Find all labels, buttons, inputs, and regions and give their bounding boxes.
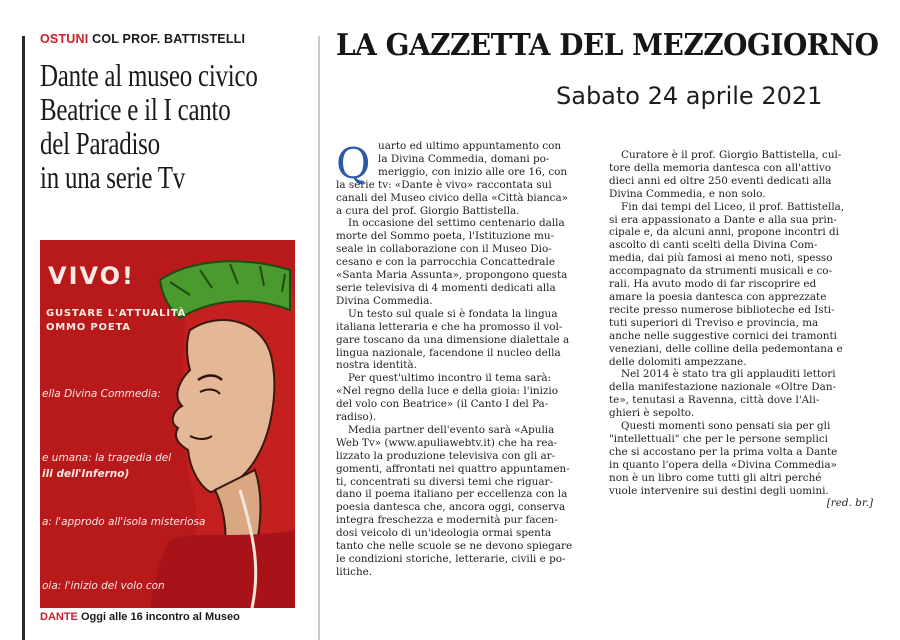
body-text-line: seale in collaborazione con il Museo Dio-: [336, 243, 552, 256]
column-divider: [318, 36, 320, 640]
headline-line: Beatrice e il I canto: [40, 91, 231, 127]
body-text-line: uarto ed ultimo appuntamento con: [378, 140, 562, 152]
article-headline: [40, 57, 258, 195]
body-text-line: gomenti, affrontati nei quattro appuntamen-: [336, 462, 570, 475]
image-caption: [40, 611, 240, 623]
body-text-line: delle dolomiti ampezzane.: [609, 355, 747, 368]
body-text-line: vuole intervenire sui destini degli uomini.: [609, 484, 829, 497]
poster-subtitle: OMMO POETA: [46, 322, 131, 333]
headline-line: in una serie Tv: [40, 159, 186, 195]
body-text-line: non è un libro come tutti gli altri perché: [609, 471, 822, 484]
body-text-line: della manifestazione nazionale «Oltre Dan-: [609, 381, 837, 394]
body-text-line: Divina Commedia, e non solo.: [609, 187, 766, 200]
body-text-line: amare la poesia dantesca con apprezzate: [609, 290, 827, 303]
body-text-line: dosi veicolo di un'ideologia ormai spenta: [336, 527, 552, 540]
body-text-line: meriggio, con inizio alle ore 16, con: [378, 165, 568, 178]
body-text-line: rali. Ha avuto modo di far riscoprire ed: [609, 278, 817, 291]
body-text-line: Questi momenti sono pensati sia per gli: [621, 420, 831, 433]
body-text-line: dano il poema italiano per eccellenza con la: [336, 488, 568, 501]
poster-episode-line: e umana: la tragedia del: [42, 452, 172, 464]
body-text-line: Curatore è il prof. Giorgio Battistella, cul-: [621, 149, 842, 161]
body-text-line: "intellettuali" che per le persone semplici: [609, 432, 828, 445]
body-text-line: integra freschezza e modernità pur facen-: [336, 514, 558, 527]
body-text-line: tanto che nelle scuole se ne devono spiegare: [336, 540, 573, 553]
body-text-line: tore della memoria dantesca con all'attivo: [609, 161, 831, 174]
drop-cap: Q: [336, 139, 371, 188]
body-text-line: lingua nazionale, facendone il nucleo della: [336, 346, 561, 359]
body-text-line: accompagnato da strumenti musicali e co-: [609, 265, 833, 278]
body-text-line: in quanto l'opera della «Divina Commedia»: [609, 458, 837, 471]
body-text-line: le condizioni storiche, letterarie, civili e po-: [336, 553, 566, 565]
poster-episode-line: a: l'approdo all'isola misteriosa: [42, 516, 206, 528]
kicker-location: OSTUNI: [40, 32, 89, 46]
poster-episode-line: ella Divina Commedia:: [42, 388, 161, 400]
body-text-line: canali del Museo civico della «Città bianca»: [336, 191, 569, 204]
caption-text: Oggi alle 16 incontro al Museo: [80, 611, 240, 623]
body-text-line: te», tenutasi a Ravenna, città dove l'Ali-: [609, 394, 820, 407]
article-signature: [red. br.]: [826, 497, 873, 510]
poster-subtitle: GUSTARE L'ATTUALITÀ: [46, 308, 187, 319]
body-text-line: dieci anni ed oltre 250 eventi dedicati alla: [609, 174, 832, 187]
caption-name: DANTE: [40, 611, 78, 623]
poster-episode-line: ili dell'Inferno): [42, 468, 130, 480]
dante-poster-image: [40, 240, 295, 608]
body-text-line: radiso).: [336, 411, 377, 424]
kicker-author: COL PROF. BATTISTELLI: [92, 32, 246, 46]
body-text-line: lizzato la produzione televisiva con gli ar-: [336, 449, 556, 462]
body-text-line: serie televisiva di 4 momenti dedicati alla: [336, 281, 556, 294]
article-column-1: [336, 140, 588, 579]
kicker: [40, 32, 245, 46]
body-text-line: Per quest'ultimo incontro il tema sarà:: [348, 372, 552, 385]
body-text-line: recite presso numerose biblioteche ed Isti-: [609, 303, 835, 316]
poster-title: VIVO!: [48, 262, 136, 290]
body-text-line: si era appassionato a Dante e alla sua prin-: [609, 213, 837, 226]
body-text-line: media, dai più famosi ai meno noti, spesso: [609, 252, 833, 265]
body-text-line: morte del Sommo poeta, l'Istituzione mu-: [336, 230, 555, 243]
body-text-line: anche nelle suggestive cornici dei tramonti: [609, 329, 837, 342]
headline-line: Dante al museo civico: [40, 57, 258, 93]
body-text-line: «Nel regno della luce e della gioia: l'inizio: [336, 385, 558, 398]
body-text-line: Fin dai tempi del Liceo, il prof. Battistella,: [621, 200, 845, 213]
newspaper-masthead: LA GAZZETTA DEL MEZZOGIORNO: [336, 28, 879, 63]
body-text-line: ascolto di canti scelti della Divina Com-: [609, 239, 818, 252]
poster-episode-line: oia: l'inizio del volo con: [42, 580, 165, 592]
body-text-line: litiche.: [336, 565, 373, 578]
dante-portrait-illustration: [40, 240, 295, 608]
body-text-line: la Divina Commedia, domani po-: [378, 152, 550, 165]
body-text-line: ghieri è sepolto.: [609, 407, 695, 420]
body-text-line: cipale e, da alcuni anni, propone incontri di: [609, 226, 839, 239]
body-text-line: Web Tv» (www.apuliawebtv.it) che ha rea-: [336, 436, 558, 449]
left-column-rule: [22, 36, 25, 640]
body-text-line: ti, concentrati su diversi temi che riguar-: [336, 475, 553, 488]
body-text-line: gare toscano da una dimensione dialettale a: [336, 333, 570, 346]
body-text-line: Media partner dell'evento sarà «Apulia: [348, 423, 555, 436]
article-column-2: [609, 149, 873, 510]
body-text-line: cesano e con la parrocchia Concattedrale: [336, 256, 555, 269]
body-text-line: «Santa Maria Assunta», propongono questa: [336, 269, 568, 282]
body-text-line: a cura del prof. Giorgio Battistella.: [336, 204, 520, 217]
body-text-line: del volo con Beatrice» (il Canto I del Pa-: [336, 398, 549, 411]
body-text-line: la serie tv: «Dante è vivo» raccontata sui: [336, 178, 552, 191]
body-text-line: tuti superiori di Treviso e provincia, ma: [609, 316, 819, 329]
headline-line: del Paradiso: [40, 125, 160, 161]
body-text-line: In occasione del settimo centenario dalla: [348, 217, 565, 230]
body-text-line: Un testo sul quale si è fondata la lingua: [348, 307, 558, 320]
body-text-line: Nel 2014 è stato tra gli applauditi lettori: [621, 368, 836, 381]
body-text-line: nostra identità.: [336, 359, 417, 372]
body-text-line: veneziani, delle colline della pedemontana e: [609, 342, 843, 355]
publication-date: Sabato 24 aprile 2021: [556, 82, 823, 110]
body-text-line: Divina Commedia.: [336, 294, 433, 307]
body-text-line: poesia dantesca che, ancora oggi, conserva: [336, 501, 566, 514]
body-text-line: che si accostano per la prima volta a Dante: [609, 445, 838, 458]
body-text-line: italiana letteraria e che ha promosso il vol-: [336, 320, 563, 333]
